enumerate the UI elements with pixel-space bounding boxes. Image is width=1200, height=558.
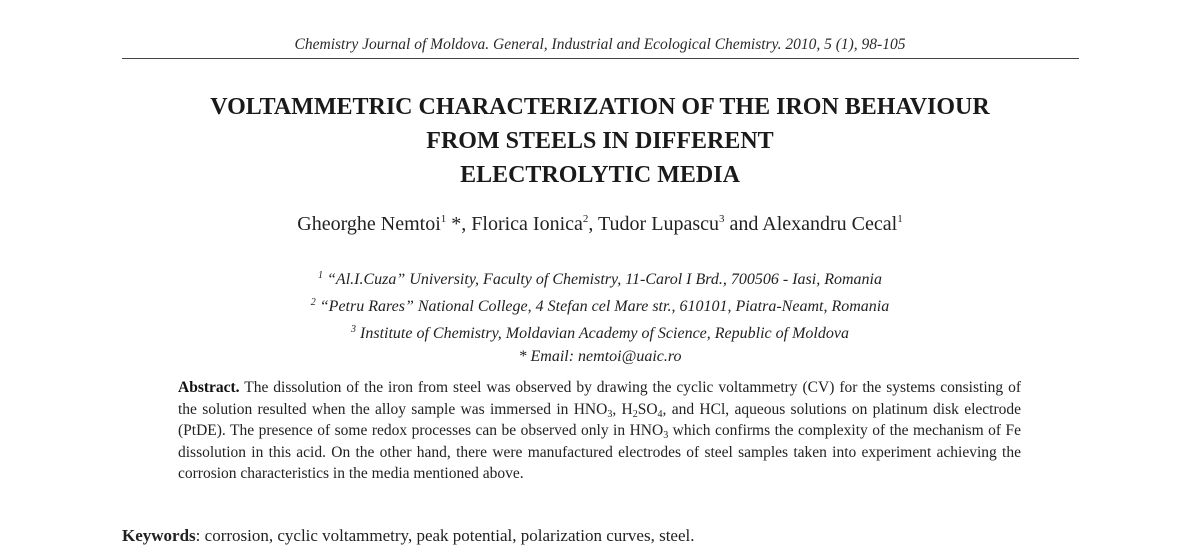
author-separator: and xyxy=(724,213,763,235)
corresponding-email: * Email: nemtoi@uaic.ro xyxy=(518,348,682,365)
abstract-text: , and HCl, aqueous solutions on platinum disk electrode (PtDE). The presence of some redox processes can be observed only in HNO xyxy=(178,400,1021,439)
author-affiliation-mark: 3 xyxy=(718,213,725,225)
affiliation-2 xyxy=(0,291,1200,318)
subscript: 4 xyxy=(657,408,663,420)
abstract-text: The dissolution of the iron from steel was observed by drawing the cyclic voltammetry (CV) for the systems consisting of the solution resulted when the alloy sample was immersed in HNO xyxy=(178,379,1021,418)
author-name: Florica Ionica xyxy=(471,213,583,235)
author-affiliation-mark: 1 xyxy=(897,213,903,225)
journal-header: Chemistry Journal of Moldova. General, Industrial and Ecological Chemistry. 2010, 5 (1), 98-105 xyxy=(294,36,906,53)
paper-title xyxy=(0,90,1200,192)
abstract-label: Abstract. xyxy=(178,379,240,396)
abstract xyxy=(178,377,1021,485)
author-affiliation-mark: 2 xyxy=(582,213,589,225)
author-affiliation-mark: 1 xyxy=(440,213,447,225)
affiliations xyxy=(0,264,1200,368)
title-line-3: ELECTROLYTIC MEDIA xyxy=(460,162,740,188)
abstract-text: which confirms the complexity of the mechanism of Fe dissolution in this acid. On the other hand, there were manufactured electrodes of steel samples taken into experiment achieving the corrosion characteristics in the media mentioned above. xyxy=(178,422,1022,482)
subscript: 3 xyxy=(663,430,669,441)
affiliation-mark: 3 xyxy=(351,324,357,335)
affiliation-text: “Al.I.Cuza” University, Faculty of Chemistry, 11-Carol I Brd., 700506 - Iasi, Romania xyxy=(327,271,882,288)
author-name: Alexandru Cecal xyxy=(762,213,898,235)
abstract-text: SO xyxy=(637,400,658,418)
keywords-text: : corrosion, cyclic voltammetry, peak potential, polarization curves, steel. xyxy=(195,526,695,545)
affiliation-text: “Petru Rares” National College, 4 Stefan cel Mare str., 610101, Piatra-Neamt, Romania xyxy=(319,298,890,315)
title-line-1: VOLTAMMETRIC CHARACTERIZATION OF THE IRON BEHAVIOUR xyxy=(210,94,990,120)
subscript: 2 xyxy=(632,408,638,420)
affiliation-text: Institute of Chemistry, Moldavian Academy of Science, Republic of Moldova xyxy=(360,325,849,342)
header-rule xyxy=(122,58,1079,59)
subscript: 3 xyxy=(607,408,613,420)
author-separator: *, xyxy=(446,213,472,235)
title-line-2: FROM STEELS IN DIFFERENT xyxy=(426,128,774,154)
keywords xyxy=(122,526,1122,546)
abstract-text: , H xyxy=(612,400,633,418)
author-separator: , xyxy=(588,213,599,235)
affiliation-1 xyxy=(0,264,1200,291)
affiliation-mark: 2 xyxy=(310,297,316,308)
affiliation-3 xyxy=(0,318,1200,345)
affiliation-mark: 1 xyxy=(318,270,324,281)
author-list xyxy=(0,213,1200,236)
keywords-label: Keywords xyxy=(122,526,196,545)
author-name: Gheorghe Nemtoi xyxy=(297,213,441,235)
author-name: Tudor Lupascu xyxy=(598,213,719,235)
